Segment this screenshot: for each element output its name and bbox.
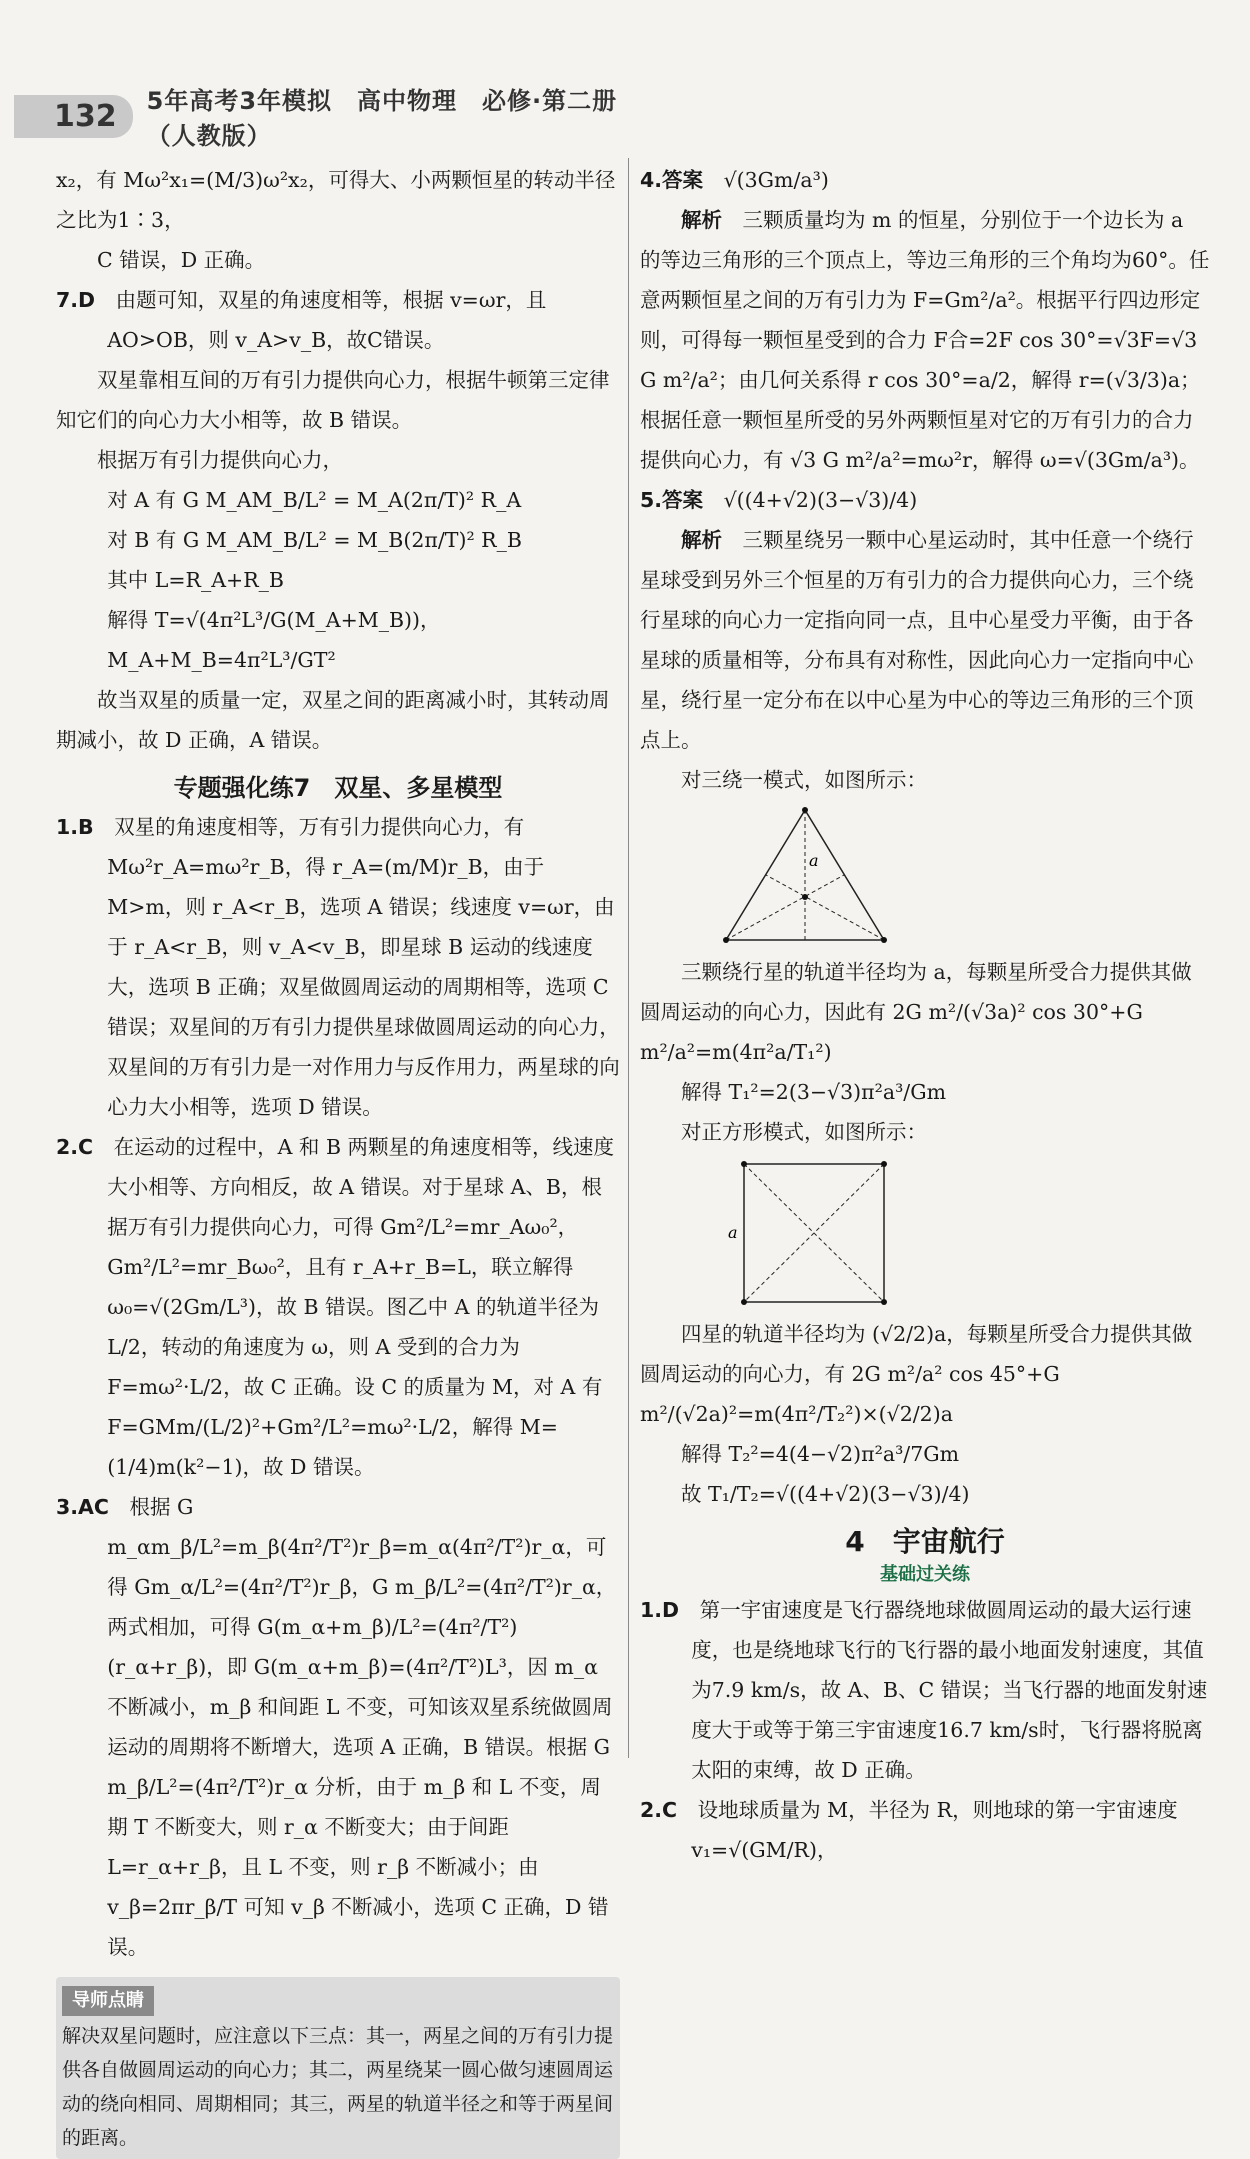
column-divider — [628, 158, 629, 1758]
triangle-side-label: a — [809, 851, 819, 870]
chapter-answer-2-label: 2.C — [640, 1798, 678, 1822]
answer-4-label: 4.答案 — [640, 168, 704, 192]
answer-3 — [56, 1487, 620, 1967]
triangle-intro: 对三绕一模式，如图所示： — [681, 768, 927, 792]
answer-4-text: 三颗质量均为 m 的恒星，分别位于一个边长为 a 的等边三角形的三个顶点上，等边三角形的三个角均为60°。任意两颗恒星之间的万有引力为 F=Gm²/a²。根据平行四边形定则，可得每一颗恒星受到的合力 F合=2F cos 30°=√3F=√3 G m²/a²；由几何关系得 r cos 30°=a/2，解得 r=(√3/3)a；根据任意一颗恒星所受的另外两颗恒星对它的万有引力的合力提供向心力，有 √3 G m²/a²=mω²r，解得 ω=√(3Gm/a³)。 — [640, 208, 1210, 472]
answer-4-value: √(3Gm/a³) — [723, 168, 829, 192]
tutor-tip-text: 解决双星问题时，应注意以下三点：其一，两星之间的万有引力提供各自做圆周运动的向心力；其二，两星绕某一圆心做匀速圆周运动的绕向相同、周期相同；其三，两星的轨道半径之和等于两星间的距离。 — [62, 2025, 614, 2149]
page-header — [14, 87, 634, 150]
answer-5-value: √((4+√2)(3−√3)/4) — [723, 488, 918, 512]
answer-2-text: 在运动的过程中，A 和 B 两颗星的角速度相等，线速度大小相等、方向相反，故 A 错误。对于星球 A、B，根据万有引力提供向心力，可得 Gm²/L²=mr_Aω₀²，Gm²/L²=mr_Bω₀²，且有 r_A+r_B=L，联立解得 ω₀=√(2Gm/L³)，故 B 错误。图乙中 A 的轨道半径为 L/2，转动的角速度为 ω，则 A 受到的合力为 F=mω²·L/2，故 C 正确。设 C 的质量为 M，对 A 有 F=GMm/(L/2)²+Gm²/L²=mω²·L/2，解得 M=(1/4)m(k²−1)，故 D 错误。 — [107, 1135, 615, 1479]
equation-a: 对 A 有 G M_AM_B/L² = M_A(2π/T)² R_A — [107, 488, 522, 512]
answer-1-label: 1.B — [56, 815, 94, 839]
answer-3-label: 3.AC — [56, 1495, 109, 1519]
equation-c: 其中 L=R_A+R_B — [107, 568, 284, 592]
book-title: 5年高考3年模拟 高中物理 必修·第二册（人教版） — [146, 87, 618, 150]
answer-5-text: 三颗星绕另一颗中心星运动时，其中任意一个绕行星球受到另外三个恒星的万有引力的合力提供向心力，三个绕行星球的向心力一定指向同一点，且中心星受力平衡，由于各星球的质量相等，分布具有对称性，因此向心力一定指向中心星，绕行星一定分布在以中心星为中心的等边三角形的三个顶点上。 — [640, 528, 1194, 752]
answer-5-jx: 解析 — [681, 528, 722, 552]
chapter-subtitle: 基础过关练 — [880, 1564, 970, 1585]
answer-3-text: 根据 G m_αm_β/L²=m_β(4π²/T²)r_β=m_α(4π²/T²)r_α，可得 Gm_α/L²=(4π²/T²)r_β，G m_β/L²=(4π²/T²)r_α，两式相加，可得 G(m_α+m_β)/L²=(4π²/T²)(r_α+r_β)，即 G(m_α+m_β)=(4π²/T²)L³，因 m_α 不断减小，m_β 和间距 L 不变，可知该双星系统做圆周运动的周期将不断增大，选项 A 正确，B 错误。根据 G m_β/L²=(4π²/T²)r_α 分析，由于 m_β 和 L 不变，周期 T 不断变大，则 r_α 不断变大；由于间距 L=r_α+r_β，且 L 不变，则 r_β 不断减小；由 v_β=2πr_β/T 可知 v_β 不断减小，选项 C 正确，D 错误。 — [107, 1495, 617, 1959]
answer-7-para2: 双星靠相互间的万有引力提供向心力，根据牛顿第三定律知它们的向心力大小相等，故 B 错误。 — [56, 368, 610, 432]
equation-d: 解得 T=√(4π²L³/G(M_A+M_B))，M_A+M_B=4π²L³/GT² — [107, 608, 441, 672]
period-ratio: 故 T₁/T₂=√((4+√2)(3−√3)/4) — [681, 1482, 970, 1506]
square-intro: 对正方形模式，如图所示： — [681, 1120, 927, 1144]
square-side-label: a — [728, 1223, 738, 1242]
answer-7 — [56, 280, 620, 360]
answer-1-text: 双星的角速度相等，万有引力提供向心力，有 Mω²r_A=mω²r_B，得 r_A=(m/M)r_B，由于 M>m，则 r_A<r_B，选项 A 错误；线速度 v=ωr，由于 r_A<r_B，则 v_A<v_B，即星球 B 运动的线速度大，选项 B 正确；双星做圆周运动的周期相等，选项 C 错误；双星间的万有引力提供星球做圆周运动的向心力，双星间的万有引力是一对作用力与反作用力，两星球的向心力大小相等，选项 D 错误。 — [107, 815, 620, 1119]
triangle-equation: 三颗绕行星的轨道半径均为 a，每颗星所受合力提供其做圆周运动的向心力，因此有 2G m²/(√3a)² cos 30°+G m²/a²=m(4π²a/T₁²) — [640, 960, 1192, 1064]
chapter-answer-2-text: 设地球质量为 M，半径为 R，则地球的第一宇宙速度 v₁=√(GM/R)， — [691, 1798, 1178, 1862]
answer-4 — [640, 160, 1210, 200]
answer-7-conclusion: 故当双星的质量一定，双星之间的距离减小时，其转动周期减小，故 D 正确，A 错误。 — [56, 688, 610, 752]
chapter-answer-1-text: 第一宇宙速度是飞行器绕地球做圆周运动的最大运行速度，也是绕地球飞行的飞行器的最小地面发射速度，其值为7.9 km/s，故 A、B、C 错误；当飞行器的地面发射速度大于或等于第三宇宙速度16.7 km/s时，飞行器将脱离太阳的束缚，故 D 正确。 — [691, 1598, 1208, 1782]
answer-2 — [56, 1127, 620, 1487]
page-number: 132 — [14, 95, 133, 138]
triangle-figure — [720, 806, 890, 946]
square-figure — [720, 1158, 900, 1308]
answer-7-para3: 根据万有引力提供向心力， — [97, 448, 343, 472]
chapter-title: 4 宇宙航行 — [845, 1525, 1005, 1558]
continued-text-end: C 错误，D 正确。 — [97, 248, 266, 272]
answer-7-text: 由题可知，双星的角速度相等，根据 v=ωr，且AO>OB，则 v_A>v_B，故C错误。 — [107, 288, 547, 352]
chapter-answer-1-label: 1.D — [640, 1598, 680, 1622]
answer-7-label: 7.D — [56, 288, 96, 312]
tutor-tip-title: 导师点睛 — [62, 1986, 154, 2016]
chapter-answer-1 — [640, 1590, 1210, 1790]
equation-b: 对 B 有 G M_AM_B/L² = M_B(2π/T)² R_B — [107, 528, 522, 552]
right-column — [640, 160, 1210, 1870]
section-title: 专题强化练7 双星、多星模型 — [173, 774, 503, 802]
square-result: 解得 T₂²=4(4−√2)π²a³/7Gm — [681, 1442, 960, 1466]
answer-1 — [56, 807, 620, 1127]
answer-5-label: 5.答案 — [640, 488, 704, 512]
square-equation: 四星的轨道半径均为 (√2/2)a，每颗星所受合力提供其做圆周运动的向心力，有 2G m²/a² cos 45°+G m²/(√2a)²=m(4π²/T₂²)×(√2/2)a — [640, 1322, 1193, 1426]
continued-text: x₂，有 Mω²x₁=(M/3)ω²x₂，可得大、小两颗恒星的转动半径之比为1∶3， — [56, 168, 616, 232]
answer-4-jx: 解析 — [681, 208, 722, 232]
chapter-answer-2 — [640, 1790, 1210, 1870]
tutor-tip-box — [56, 1977, 620, 2159]
left-column — [56, 160, 620, 2159]
answer-5 — [640, 480, 1210, 520]
answer-4-explanation — [640, 200, 1210, 480]
triangle-result: 解得 T₁²=2(3−√3)π²a³/Gm — [681, 1080, 947, 1104]
answer-2-label: 2.C — [56, 1135, 94, 1159]
answer-5-explanation — [640, 520, 1210, 760]
